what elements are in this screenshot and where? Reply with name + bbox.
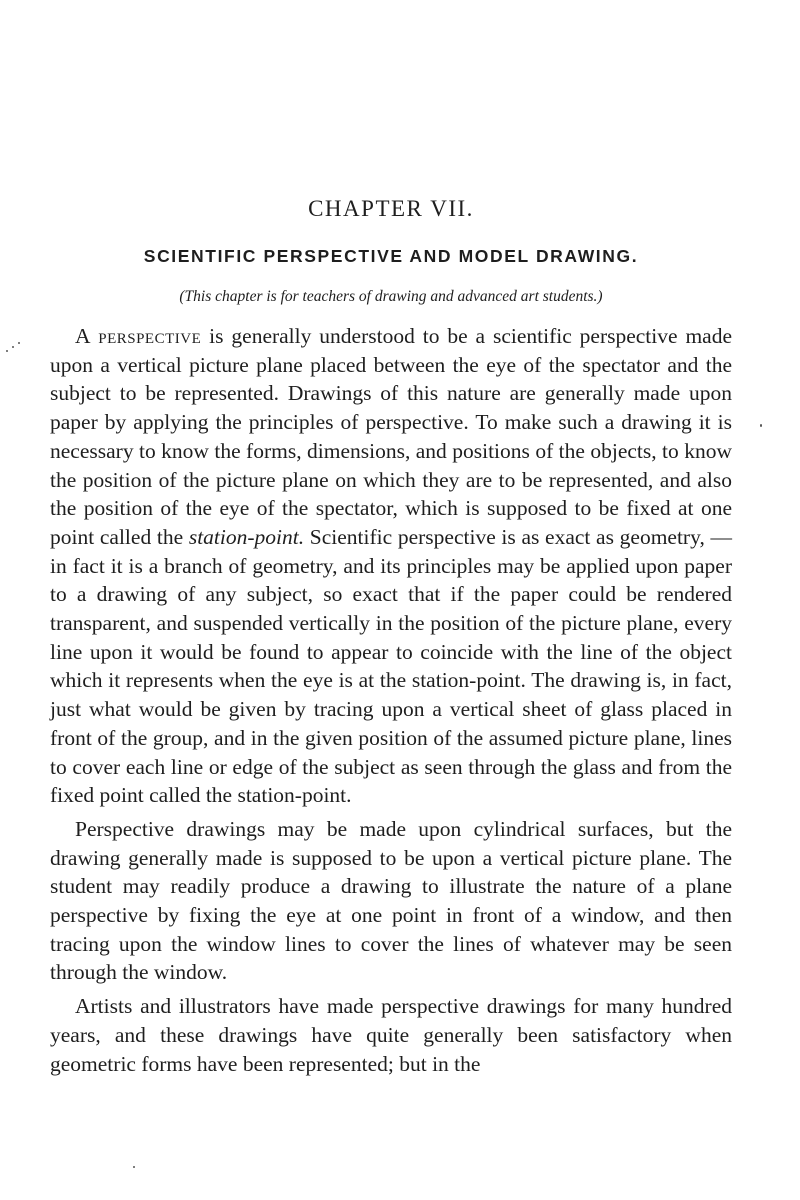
paragraph-2: Perspective drawings may be made upon cylindrical surfaces, but the drawing generally made is supposed to be upon a vertical picture plane. The student may readily produce a drawing to illustrate the nature of a plane perspective by fixing the eye at one point in front of a window, and then tracing upon the window lines to cover the lines of whatever may be seen through the window.	[50, 816, 732, 985]
print-speck	[18, 342, 20, 344]
body-text	[50, 322, 732, 1083]
paragraph-1	[50, 322, 732, 810]
chapter-title: CHAPTER VII.	[308, 196, 474, 221]
print-speck	[6, 350, 8, 352]
chapter-subtitle: SCIENTIFIC PERSPECTIVE AND MODEL DRAWING.	[143, 246, 639, 266]
print-speck	[133, 1166, 135, 1168]
print-speck	[760, 424, 762, 427]
book-page	[50, 0, 732, 1200]
paragraph-1-text-a: is generally understood to be a scientific perspective made upon a vertical picture plane placed between the eye of the spectator and the subject to be represented. Drawings of this nature are generally made upon paper by applying the principles of perspective. To make such a drawing it is necessary to know the forms, dimensions, and positions of the objects, to know the position of the picture plane on which they are to be represented, and also the position of the eye of the spectator, which is supposed to be fixed at one point called the	[50, 324, 733, 549]
paragraph-3: Artists and illustrators have made perspective drawings for many hundred years, and these drawings have quite generally been satisfactory when geometric forms have been represented; but in the	[50, 994, 732, 1076]
station-point-term: station-point.	[188, 524, 305, 549]
print-speck	[12, 346, 14, 348]
paragraph-lead-word: A perspective	[75, 324, 202, 348]
chapter-note: (This chapter is for teachers of drawing and advanced art students.)	[179, 288, 603, 305]
paragraph-1-text-b: Scientific perspective is as exact as geometry, — in fact it is a branch of geometry, and its principles may be applied upon paper to a drawing of any subject, so exact that if the paper could be rendered transparent, and suspended vertically in the position of the picture plane, every line upon it would be found to appear to coincide with the line of the object which it represents when the eye is at the station-point. The drawing is, in fact, just what would be given by tracing upon a vertical sheet of glass placed in front of the group, and in the given position of the assumed picture plane, lines to cover each line or edge of the subject as seen through the glass and from the fixed point called the station-point.	[50, 524, 732, 808]
